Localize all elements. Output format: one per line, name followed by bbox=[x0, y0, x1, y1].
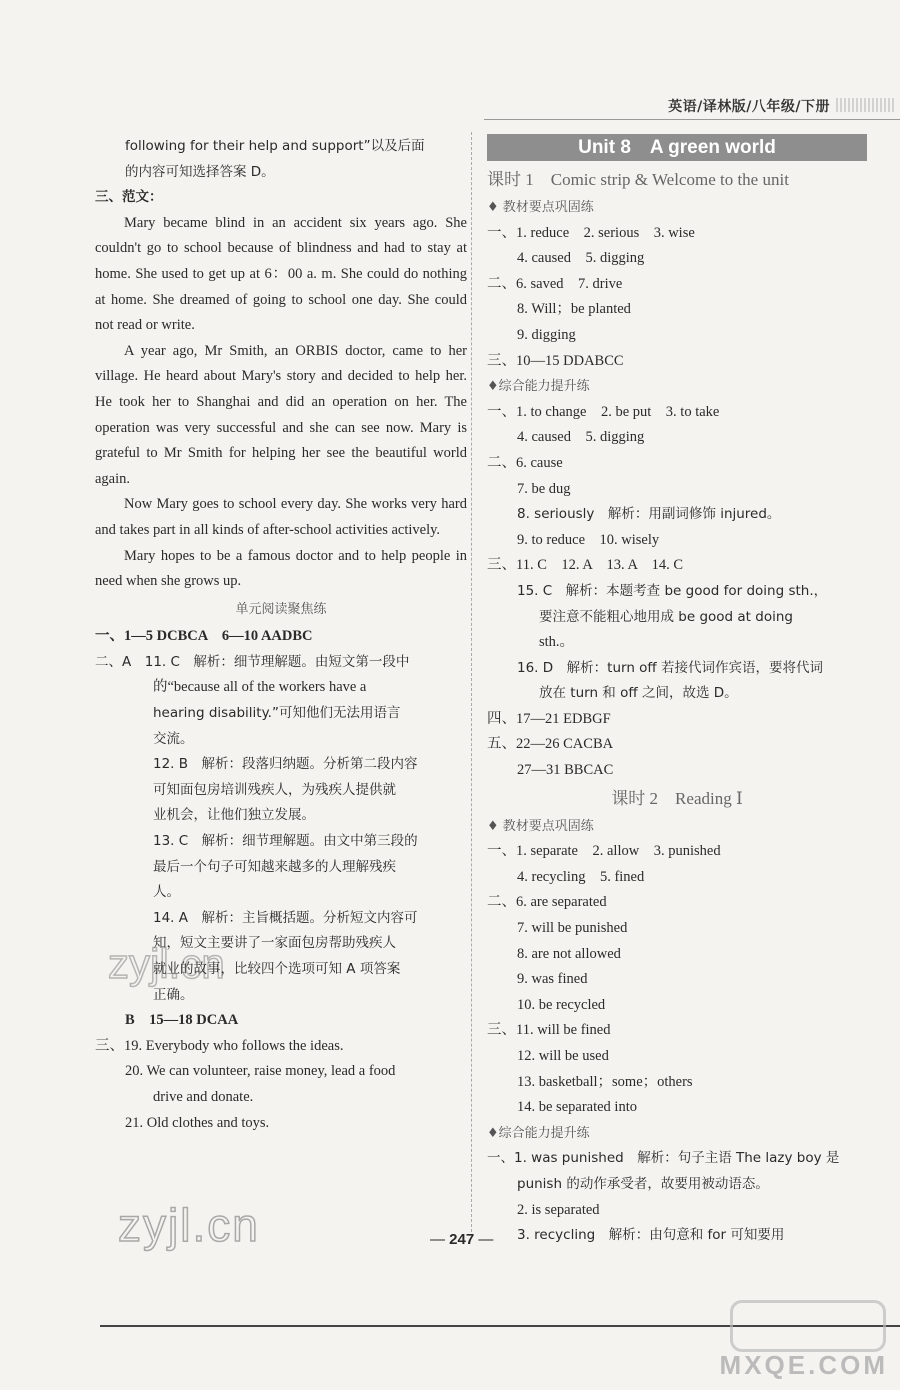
answer-line: 正确。 bbox=[153, 986, 194, 1003]
answer-line: 的“because all of the workers have a bbox=[153, 679, 367, 696]
answer-line: 14. be separated into bbox=[517, 1099, 637, 1116]
answer-line: 2. is separated bbox=[517, 1201, 600, 1218]
essay-paragraph: A year ago, Mr Smith, an ORBIS doctor, came to her village. He heard about Mary's story and decided to help her. He took her to Shanghai and did an operation on her. The operation was very successful and she can see now. Mary is grateful to Mr Smith for helping her see the beautiful world again. bbox=[95, 342, 467, 487]
answer-line: 9. to reduce 10. wisely bbox=[517, 531, 660, 548]
answer-line: 三、11. C 12. A 13. A 14. C bbox=[487, 557, 684, 574]
answer-line: B 15—18 DCAA bbox=[125, 1012, 239, 1029]
answer-line: 7. be dug bbox=[517, 480, 571, 497]
answer-line: 12. B 解析：段落归纳题。分析第二段内容 bbox=[153, 756, 418, 773]
subsection-label: ♦ 教材要点巩固练 bbox=[487, 818, 594, 834]
lesson-title: 课时 1 Comic strip & Welcome to the unit bbox=[487, 170, 789, 189]
subsection-label: ♦ 教材要点巩固练 bbox=[487, 200, 594, 215]
answer-line: 14. A 解析：主旨概括题。分析短文内容可 bbox=[153, 909, 418, 926]
answer-line: 二、6. are separated bbox=[487, 894, 607, 911]
answer-line: 二、A 11. C 解析：细节理解题。由短文第一段中 bbox=[95, 653, 410, 670]
answer-line: sth.。 bbox=[539, 634, 575, 651]
answer-line: 一、1. separate 2. allow 3. punished bbox=[487, 843, 721, 860]
answer-line: 10. be recycled bbox=[517, 996, 606, 1013]
answer-line: hearing disability.”可知他们无法用语言 bbox=[153, 705, 401, 722]
unit-title-bar: Unit 8 A green world bbox=[487, 134, 867, 161]
answer-line: 13. basketball；some；others bbox=[517, 1073, 693, 1090]
answer-line: 二、6. cause bbox=[487, 454, 563, 471]
answer-line: 二、6. saved 7. drive bbox=[487, 275, 623, 292]
left-column bbox=[95, 134, 467, 1136]
answer-line: 人。 bbox=[153, 884, 180, 901]
section-heading: 三、范文： bbox=[95, 189, 163, 206]
section-title: 单元阅读聚焦练 bbox=[235, 601, 327, 617]
answer-line: 三、11. will be fined bbox=[487, 1022, 611, 1039]
essay-paragraph: Mary became blind in an accident six years ago. She couldn't go to school because of blindness and had to stay at home. She used to get up at 6：00 a. m. She could do nothing at home. She dreamed of going to school one day. She could not read or write. bbox=[95, 214, 467, 334]
answer-line: 一、1. reduce 2. serious 3. wise bbox=[487, 224, 695, 241]
book-header: 英语/译林版/八年级/下册 bbox=[668, 99, 830, 115]
watermark-logo-icon bbox=[730, 1300, 886, 1352]
answer-line: 8. are not allowed bbox=[517, 945, 621, 962]
answer-line: 9. was fined bbox=[517, 971, 588, 988]
answer-line: 知，短文主要讲了一家面包房帮助残疾人 bbox=[153, 935, 396, 952]
essay-paragraph: Mary hopes to be a famous doctor and to help people in need when she grows up. bbox=[95, 547, 467, 590]
answer-line: 27—31 BBCAC bbox=[517, 762, 614, 779]
answer-line: 4. recycling 5. fined bbox=[517, 868, 645, 885]
answer-line: 4. caused 5. digging bbox=[517, 429, 645, 446]
watermark-right: MXQE.COM bbox=[719, 1350, 888, 1380]
answer-line: 12. will be used bbox=[517, 1048, 609, 1064]
lesson-title: 课时 2 Reading Ⅰ bbox=[611, 788, 743, 808]
header-decoration bbox=[836, 98, 894, 112]
answer-line: punish 的动作承受者，故要用被动语态。 bbox=[517, 1175, 769, 1192]
answer-line: 交流。 bbox=[153, 730, 194, 747]
answer-line: 9. digging bbox=[517, 326, 576, 343]
answer-line: 业机会，让他们独立发展。 bbox=[153, 807, 315, 824]
answer-line: 15. C 解析：本题考查 be good for doing sth.， bbox=[517, 582, 828, 599]
answer-line: 3. recycling 解析：由句意和 for 可知要用 bbox=[517, 1227, 785, 1244]
answer-line: 一、1—5 DCBCA 6—10 AADBC bbox=[95, 628, 313, 645]
answer-line: 四、17—21 EDBGF bbox=[487, 710, 611, 727]
watermark-left: zyjl.cn bbox=[118, 1199, 260, 1251]
subsection-label: ♦综合能力提升练 bbox=[487, 1125, 590, 1141]
text-line: 的内容可知选择答案 D。 bbox=[125, 163, 275, 180]
right-column bbox=[487, 134, 867, 1249]
answer-line: 可知面包房培训残疾人，为残疾人提供就 bbox=[153, 781, 396, 798]
answer-line: 4. caused 5. digging bbox=[517, 250, 645, 267]
answer-line: 三、19. Everybody who follows the ideas. bbox=[95, 1037, 344, 1054]
answer-line: 8. Will；be planted bbox=[517, 301, 631, 318]
answer-line: 放在 turn 和 off 之间，故选 D。 bbox=[539, 685, 738, 702]
answer-line: 五、22—26 CACBA bbox=[487, 736, 614, 753]
header-rule bbox=[484, 119, 900, 120]
answer-line: 一、1. was punished 解析：句子主语 The lazy boy 是 bbox=[487, 1150, 840, 1167]
column-divider bbox=[471, 132, 472, 1232]
answer-line: 要注意不能粗心地用成 be good at doing bbox=[539, 608, 793, 625]
answer-line: 8. seriously 解析：用副词修饰 injured。 bbox=[517, 506, 781, 523]
answer-line: 16. D 解析：turn off 若接代词作宾语，要将代词 bbox=[517, 659, 824, 676]
answer-line: 20. We can volunteer, raise money, lead a food bbox=[125, 1063, 396, 1080]
subsection-label: ♦综合能力提升练 bbox=[487, 379, 590, 395]
page-number: — 247 — bbox=[430, 1231, 493, 1248]
answer-line: 21. Old clothes and toys. bbox=[125, 1114, 270, 1131]
answer-line: 就业的故事，比较四个选项可知 A 项答案 bbox=[153, 961, 401, 977]
answer-line: 一、1. to change 2. be put 3. to take bbox=[487, 403, 720, 420]
answer-line: 三、10—15 DDABCC bbox=[487, 352, 624, 369]
answer-line: 7. will be punished bbox=[517, 920, 628, 937]
text-line: following for their help and support”以及后面 bbox=[125, 138, 425, 154]
answer-line: 最后一个句子可知越来越多的人理解残疾 bbox=[153, 858, 396, 875]
answer-line: 13. C 解析：细节理解题。由文中第三段的 bbox=[153, 833, 418, 850]
answer-line: drive and donate. bbox=[153, 1088, 254, 1105]
watermark-mid: zyjl.cn bbox=[108, 940, 225, 987]
essay-paragraph: Now Mary goes to school every day. She works very hard and takes part in all kinds of after-school activities actively. bbox=[95, 496, 467, 538]
